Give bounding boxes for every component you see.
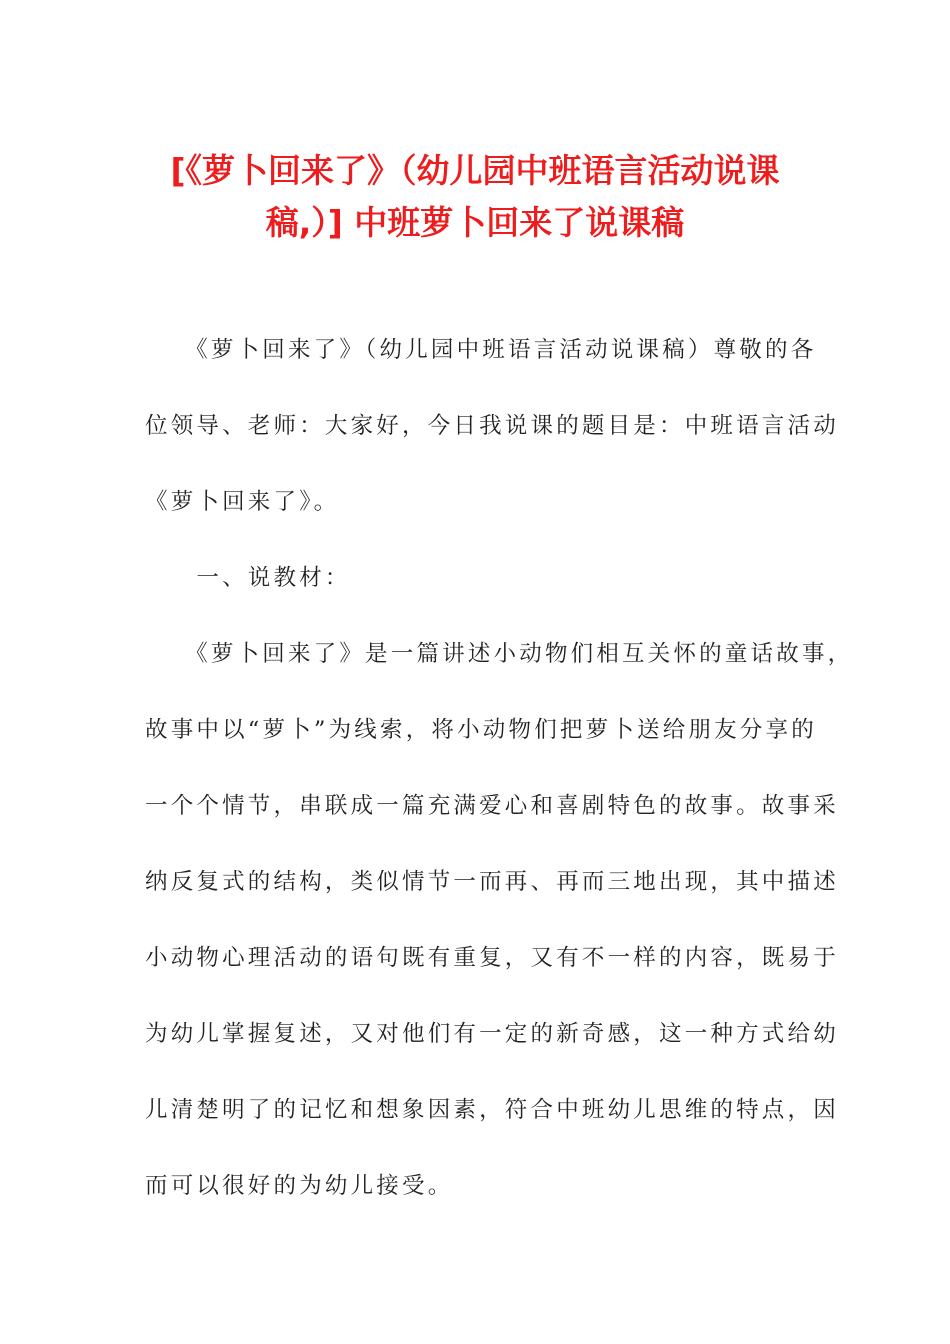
text-line-3: 《萝卜回来了》。 bbox=[145, 489, 340, 515]
text-line-2: 位领导、老师：大家好，今日我说课的题目是：中班语言活动 bbox=[145, 413, 839, 439]
text-line-1: 《萝卜回来了》（幼儿园中班语言活动说课稿）尊敬的各 bbox=[145, 337, 817, 363]
text-line-7: 一个个情节，串联成一篇充满爱心和喜剧特色的故事。故事采 bbox=[145, 793, 839, 819]
text-line-5: 《萝卜回来了》是一篇讲述小动物们相互关怀的童话故事， bbox=[145, 641, 854, 667]
document-title bbox=[100, 145, 850, 249]
text-line-8: 纳反复式的结构，类似情节一而再、再而三地出现，其中描述 bbox=[145, 869, 839, 895]
text-line-11: 儿清楚明了的记忆和想象因素，符合中班幼儿思维的特点，因 bbox=[145, 1097, 839, 1123]
text-line-6: 故事中以“萝卜”为线索，将小动物们把萝卜送给朋友分享的 bbox=[145, 717, 817, 743]
text-line-12: 而可以很好的为幼儿接受。 bbox=[145, 1173, 454, 1199]
title-line-1: [《萝卜回来了》（幼儿园中班语言活动说课 bbox=[170, 151, 780, 190]
title-line-2: 稿,）] 中班萝卜回来了说课稿 bbox=[265, 203, 685, 242]
text-line-10: 为幼儿掌握复述，又对他们有一定的新奇感，这一种方式给幼 bbox=[145, 1021, 839, 1047]
text-line-9: 小动物心理活动的语句既有重复，又有不一样的内容，既易于 bbox=[145, 945, 839, 971]
section-heading: 一、说教材： bbox=[145, 565, 351, 591]
